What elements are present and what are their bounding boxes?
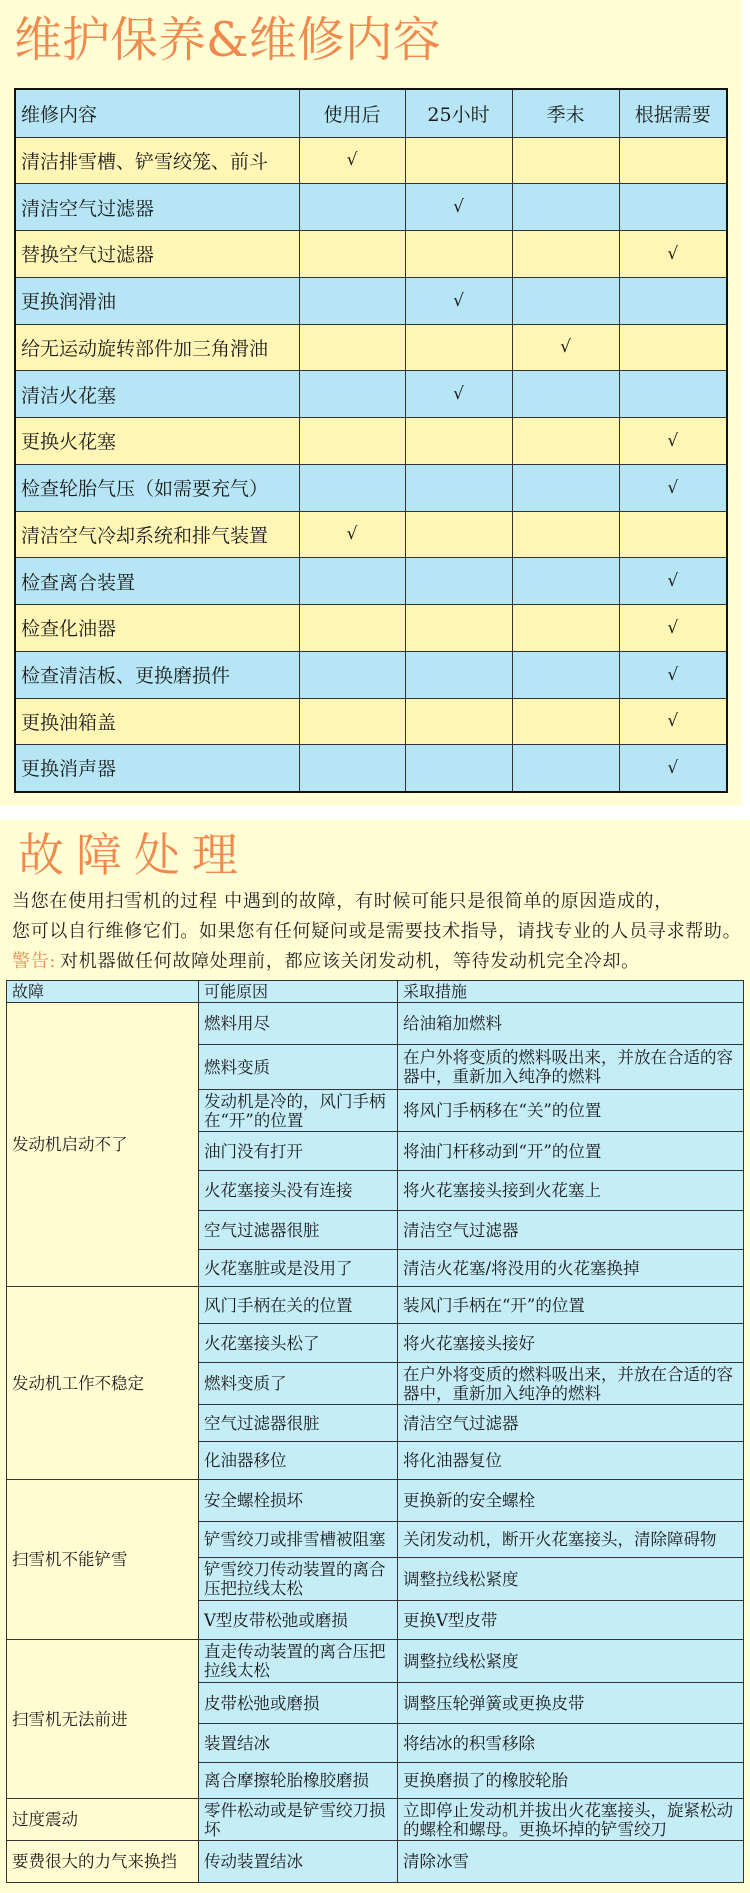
check-mark: √ bbox=[299, 511, 405, 558]
warning-line bbox=[12, 947, 750, 977]
empty-cell bbox=[512, 464, 619, 511]
empty-cell bbox=[512, 745, 619, 792]
check-mark: √ bbox=[619, 558, 727, 605]
empty-cell bbox=[512, 137, 619, 184]
maintenance-row bbox=[15, 277, 727, 324]
cause-cell: 燃料用尽 bbox=[199, 1003, 398, 1045]
maintenance-item: 清洁火花塞 bbox=[15, 371, 299, 418]
empty-cell bbox=[512, 231, 619, 278]
empty-cell bbox=[512, 698, 619, 745]
empty-cell bbox=[299, 231, 405, 278]
action-cell: 将结冰的积雪移除 bbox=[398, 1724, 744, 1763]
maintenance-row bbox=[15, 371, 727, 418]
troubleshooting-header-row bbox=[7, 981, 744, 1003]
troubleshooting-row bbox=[7, 1841, 744, 1883]
action-cell: 将化油器复位 bbox=[398, 1442, 744, 1480]
empty-cell bbox=[512, 371, 619, 418]
cause-cell: 铲雪绞刀或排雪槽被阻塞 bbox=[199, 1522, 398, 1558]
empty-cell bbox=[512, 605, 619, 652]
maintenance-row bbox=[15, 651, 727, 698]
maintenance-header-row bbox=[15, 89, 727, 137]
empty-cell bbox=[405, 231, 512, 278]
empty-cell bbox=[405, 137, 512, 184]
problem-cell: 扫雪机不能铲雪 bbox=[7, 1480, 199, 1640]
action-cell: 清洁空气过滤器 bbox=[398, 1405, 744, 1442]
empty-cell bbox=[405, 464, 512, 511]
troubleshooting-section bbox=[0, 820, 750, 1893]
empty-cell bbox=[405, 745, 512, 792]
action-cell: 将风门手柄移在“关”的位置 bbox=[398, 1090, 744, 1132]
problem-cell: 要费很大的力气来换挡 bbox=[7, 1841, 199, 1883]
cause-cell: 安全螺栓损坏 bbox=[199, 1480, 398, 1522]
problem-cell: 过度震动 bbox=[7, 1799, 199, 1841]
column-header-problem: 故障 bbox=[7, 981, 199, 1003]
maintenance-table bbox=[14, 88, 728, 793]
action-cell: 调整压轮弹簧或更换皮带 bbox=[398, 1683, 744, 1724]
action-cell: 调整拉线松紧度 bbox=[398, 1640, 744, 1683]
maintenance-item: 更换油箱盖 bbox=[15, 698, 299, 745]
action-cell: 装风门手柄在“开”的位置 bbox=[398, 1287, 744, 1324]
action-cell: 将油门杆移动到“开”的位置 bbox=[398, 1132, 744, 1171]
maintenance-row bbox=[15, 418, 727, 465]
empty-cell bbox=[405, 651, 512, 698]
action-cell: 立即停止发动机并拔出火花塞接头，旋紧松动的螺栓和螺母。更换坏掉的铲雪绞刀 bbox=[398, 1799, 744, 1841]
empty-cell bbox=[299, 324, 405, 371]
check-mark: √ bbox=[619, 698, 727, 745]
troubleshooting-row bbox=[7, 1003, 744, 1045]
action-cell: 在户外将变质的燃料吸出来，并放在合适的容器中，重新加入纯净的燃料 bbox=[398, 1363, 744, 1405]
cause-cell: 传动装置结冰 bbox=[199, 1841, 398, 1883]
action-cell: 将火花塞接头接好 bbox=[398, 1324, 744, 1363]
empty-cell bbox=[512, 184, 619, 231]
troubleshooting-intro bbox=[12, 887, 750, 977]
maintenance-item: 清洁空气过滤器 bbox=[15, 184, 299, 231]
check-mark: √ bbox=[299, 137, 405, 184]
maintenance-item: 更换火花塞 bbox=[15, 418, 299, 465]
cause-cell: 火花塞接头松了 bbox=[199, 1324, 398, 1363]
maintenance-row bbox=[15, 605, 727, 652]
column-header-as-needed: 根据需要 bbox=[619, 89, 727, 137]
maintenance-item: 检查化油器 bbox=[15, 605, 299, 652]
maintenance-item: 检查轮胎气压（如需要充气） bbox=[15, 464, 299, 511]
maintenance-item: 检查离合装置 bbox=[15, 558, 299, 605]
cause-cell: 零件松动或是铲雪绞刀损坏 bbox=[199, 1799, 398, 1841]
empty-cell bbox=[512, 418, 619, 465]
action-cell: 清洁火花塞/将没用的火花塞换掉 bbox=[398, 1250, 744, 1287]
empty-cell bbox=[405, 605, 512, 652]
maintenance-row bbox=[15, 698, 727, 745]
warning-text: 对机器做任何故障处理前，都应该关闭发动机，等待发动机完全冷却。 bbox=[60, 951, 640, 972]
check-mark: √ bbox=[619, 605, 727, 652]
action-cell: 更换新的安全螺栓 bbox=[398, 1480, 744, 1522]
problem-cell: 发动机工作不稳定 bbox=[7, 1287, 199, 1480]
maintenance-item: 清洁空气冷却系统和排气装置 bbox=[15, 511, 299, 558]
empty-cell bbox=[299, 464, 405, 511]
maintenance-item: 更换消声器 bbox=[15, 745, 299, 792]
maintenance-title: 维护保养&维修内容 bbox=[14, 12, 441, 68]
empty-cell bbox=[619, 277, 727, 324]
troubleshooting-row bbox=[7, 1480, 744, 1522]
maintenance-item: 清洁排雪槽、铲雪绞笼、前斗 bbox=[15, 137, 299, 184]
action-cell: 清洁空气过滤器 bbox=[398, 1211, 744, 1250]
empty-cell bbox=[619, 137, 727, 184]
action-cell: 清除冰雪 bbox=[398, 1841, 744, 1883]
maintenance-row bbox=[15, 184, 727, 231]
maintenance-section bbox=[0, 0, 742, 806]
cause-cell: 直走传动装置的离合压把拉线太松 bbox=[199, 1640, 398, 1683]
check-mark: √ bbox=[405, 277, 512, 324]
column-header-item: 维修内容 bbox=[15, 89, 299, 137]
problem-cell: 发动机启动不了 bbox=[7, 1003, 199, 1287]
empty-cell bbox=[619, 511, 727, 558]
empty-cell bbox=[299, 745, 405, 792]
check-mark: √ bbox=[619, 418, 727, 465]
warning-label: 警告: bbox=[12, 951, 57, 972]
cause-cell: 火花塞脏或是没用了 bbox=[199, 1250, 398, 1287]
empty-cell bbox=[619, 184, 727, 231]
empty-cell bbox=[299, 605, 405, 652]
cause-cell: 发动机是冷的，风门手柄在“开”的位置 bbox=[199, 1090, 398, 1132]
empty-cell bbox=[512, 277, 619, 324]
cause-cell: 化油器移位 bbox=[199, 1442, 398, 1480]
empty-cell bbox=[299, 277, 405, 324]
action-cell: 将火花塞接头接到火花塞上 bbox=[398, 1171, 744, 1211]
empty-cell bbox=[299, 184, 405, 231]
cause-cell: 风门手柄在关的位置 bbox=[199, 1287, 398, 1324]
action-cell: 在户外将变质的燃料吸出来，并放在合适的容器中，重新加入纯净的燃料 bbox=[398, 1045, 744, 1090]
cause-cell: 油门没有打开 bbox=[199, 1132, 398, 1171]
cause-cell: V型皮带松弛或磨损 bbox=[199, 1601, 398, 1640]
troubleshooting-row bbox=[7, 1799, 744, 1841]
empty-cell bbox=[299, 698, 405, 745]
cause-cell: 皮带松弛或磨损 bbox=[199, 1683, 398, 1724]
action-cell: 关闭发动机，断开火花塞接头，清除障碍物 bbox=[398, 1522, 744, 1558]
column-header-cause: 可能原因 bbox=[199, 981, 398, 1003]
empty-cell bbox=[299, 558, 405, 605]
action-cell: 给油箱加燃料 bbox=[398, 1003, 744, 1045]
empty-cell bbox=[405, 418, 512, 465]
empty-cell bbox=[405, 324, 512, 371]
empty-cell bbox=[512, 511, 619, 558]
check-mark: √ bbox=[619, 231, 727, 278]
empty-cell bbox=[619, 371, 727, 418]
cause-cell: 空气过滤器很脏 bbox=[199, 1405, 398, 1442]
maintenance-table-body bbox=[15, 137, 727, 792]
troubleshooting-title: 故障处理 bbox=[18, 828, 250, 882]
check-mark: √ bbox=[405, 371, 512, 418]
maintenance-row bbox=[15, 511, 727, 558]
check-mark: √ bbox=[619, 745, 727, 792]
maintenance-row bbox=[15, 745, 727, 792]
maintenance-row bbox=[15, 558, 727, 605]
cause-cell: 火花塞接头没有连接 bbox=[199, 1171, 398, 1211]
column-header-after-use: 使用后 bbox=[299, 89, 405, 137]
empty-cell bbox=[405, 511, 512, 558]
troubleshooting-table bbox=[6, 980, 744, 1883]
empty-cell bbox=[299, 371, 405, 418]
maintenance-item: 更换润滑油 bbox=[15, 277, 299, 324]
maintenance-row bbox=[15, 137, 727, 184]
maintenance-item: 检查清洁板、更换磨损件 bbox=[15, 651, 299, 698]
intro-line: 您可以自行维修它们。如果您有任何疑问或是需要技术指导，请找专业的人员寻求帮助。 bbox=[12, 921, 742, 942]
cause-cell: 燃料变质了 bbox=[199, 1363, 398, 1405]
troubleshooting-row bbox=[7, 1640, 744, 1683]
empty-cell bbox=[299, 418, 405, 465]
cause-cell: 空气过滤器很脏 bbox=[199, 1211, 398, 1250]
intro-line: 当您在使用扫雪机的过程 中遇到的故障，有时候可能只是很简单的原因造成的， bbox=[12, 891, 673, 912]
maintenance-row bbox=[15, 464, 727, 511]
action-cell: 更换磨损了的橡胶轮胎 bbox=[398, 1763, 744, 1799]
empty-cell bbox=[405, 558, 512, 605]
troubleshooting-table-body bbox=[7, 1003, 744, 1883]
maintenance-row bbox=[15, 231, 727, 278]
cause-cell: 燃料变质 bbox=[199, 1045, 398, 1090]
check-mark: √ bbox=[405, 184, 512, 231]
action-cell: 更换V型皮带 bbox=[398, 1601, 744, 1640]
check-mark: √ bbox=[619, 651, 727, 698]
check-mark: √ bbox=[619, 464, 727, 511]
empty-cell bbox=[512, 558, 619, 605]
column-header-action: 采取措施 bbox=[398, 981, 744, 1003]
column-header-season-end: 季末 bbox=[512, 89, 619, 137]
maintenance-item: 替换空气过滤器 bbox=[15, 231, 299, 278]
empty-cell bbox=[299, 651, 405, 698]
empty-cell bbox=[512, 651, 619, 698]
check-mark: √ bbox=[512, 324, 619, 371]
maintenance-item: 给无运动旋转部件加三角滑油 bbox=[15, 324, 299, 371]
action-cell: 调整拉线松紧度 bbox=[398, 1558, 744, 1601]
empty-cell bbox=[619, 324, 727, 371]
troubleshooting-row bbox=[7, 1287, 744, 1324]
column-header-25-hours: 25小时 bbox=[405, 89, 512, 137]
empty-cell bbox=[405, 698, 512, 745]
maintenance-row bbox=[15, 324, 727, 371]
problem-cell: 扫雪机无法前进 bbox=[7, 1640, 199, 1799]
cause-cell: 铲雪绞刀传动装置的离合压把拉线太松 bbox=[199, 1558, 398, 1601]
cause-cell: 离合摩擦轮胎橡胶磨损 bbox=[199, 1763, 398, 1799]
cause-cell: 装置结冰 bbox=[199, 1724, 398, 1763]
